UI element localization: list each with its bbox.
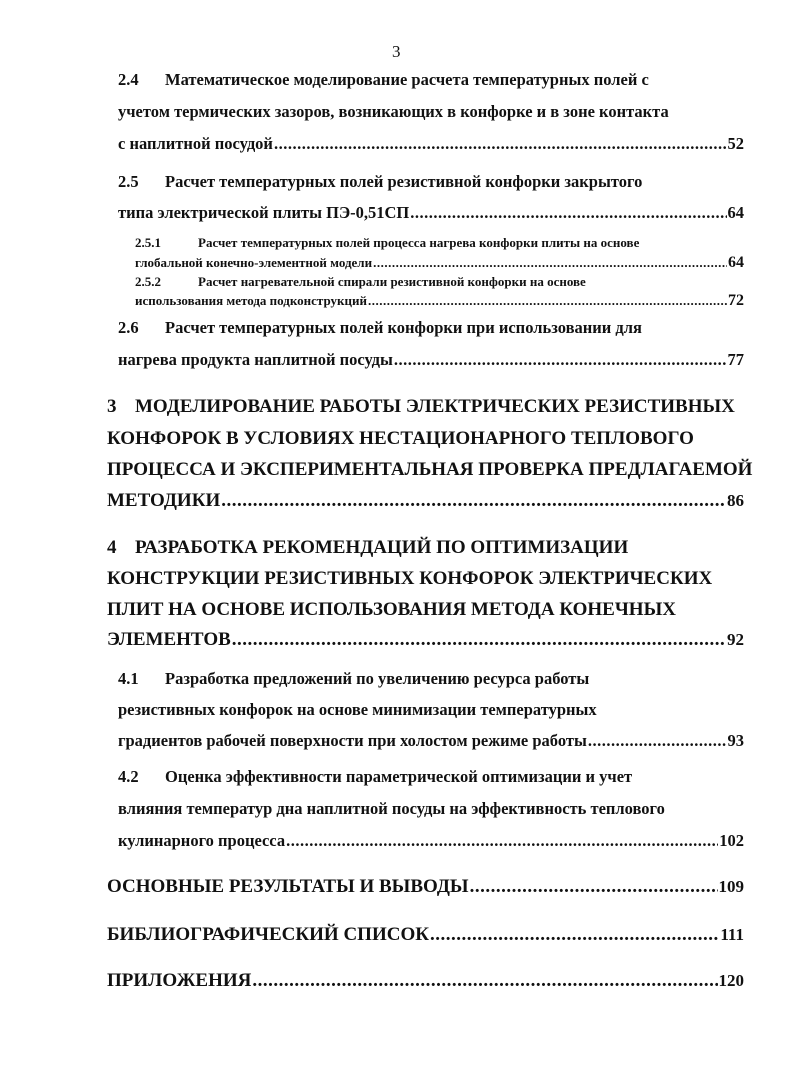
section-title: Расчет температурных полей процесса нагрева конфорки плиты на основе bbox=[198, 235, 640, 250]
section-title: ПЛИТ НА ОСНОВЕ ИСПОЛЬЗОВАНИЯ МЕТОДА КОНЕЧНЫХ bbox=[107, 599, 676, 620]
section-title: использования метода подконструкций bbox=[135, 293, 367, 308]
section-title: резистивных конфорок на основе минимизации температурных bbox=[118, 700, 597, 719]
toc-entry-bibliography[interactable] bbox=[107, 925, 744, 944]
page-ref: 86 bbox=[727, 491, 744, 510]
section-title: Разработка предложений по увеличению ресурса работы bbox=[165, 669, 590, 688]
page-ref: 102 bbox=[719, 831, 744, 850]
page-ref: 64 bbox=[728, 254, 744, 271]
section-title: нагрева продукта наплитной посуды bbox=[118, 350, 393, 369]
section-title: Расчет температурных полей конфорки при использовании для bbox=[165, 318, 642, 337]
toc-entry-4-2-line bbox=[118, 801, 744, 818]
section-title: Оценка эффективности параметрической оптимизации и учет bbox=[165, 767, 633, 786]
dot-leader bbox=[252, 971, 717, 990]
toc-entry-2-5-2-line bbox=[135, 275, 744, 288]
section-number: 2.5.2 bbox=[135, 274, 161, 289]
section-title: КОНСТРУКЦИИ РЕЗИСТИВНЫХ КОНФОРОК ЭЛЕКТРИЧЕСКИХ bbox=[107, 568, 713, 589]
section-number: 4.1 bbox=[118, 669, 139, 688]
section-title: Расчет нагревательной спирали резистивной конфорки на основе bbox=[198, 274, 586, 289]
toc-entry-2-5-line bbox=[118, 174, 744, 191]
toc-entry-2-4-last[interactable] bbox=[118, 136, 744, 153]
section-title: градиентов рабочей поверхности при холостом режиме работы bbox=[118, 731, 587, 750]
page-number: 3 bbox=[392, 42, 401, 61]
section-number: 4.2 bbox=[118, 767, 139, 786]
page-ref: 120 bbox=[718, 971, 744, 990]
dot-leader bbox=[588, 733, 727, 750]
dot-leader bbox=[470, 877, 718, 896]
toc-entry-appendices[interactable] bbox=[107, 971, 744, 990]
page-ref: 92 bbox=[727, 630, 744, 649]
toc-entry-4-1-line bbox=[118, 671, 744, 688]
dot-leader bbox=[410, 205, 726, 222]
section-title: ПРИЛОЖЕНИЯ bbox=[107, 970, 252, 991]
dot-leader bbox=[274, 136, 727, 153]
section-title: глобальной конечно-элементной модели bbox=[135, 255, 373, 270]
section-title: Математическое моделирование расчета температурных полей с bbox=[165, 70, 649, 89]
toc-entry-2-5-2-last[interactable] bbox=[135, 293, 744, 309]
toc-entry-3-line bbox=[107, 459, 753, 480]
toc-entry-2-5-1-line bbox=[135, 236, 744, 249]
page-ref: 52 bbox=[727, 134, 744, 153]
section-number: 2.5.1 bbox=[135, 235, 161, 250]
page-ref: 93 bbox=[727, 731, 744, 750]
section-title: ПРОЦЕССА И ЭКСПЕРИМЕНТАЛЬНАЯ ПРОВЕРКА ПРЕДЛАГАЕМОЙ bbox=[107, 459, 753, 480]
section-title: КОНФОРОК В УСЛОВИЯХ НЕСТАЦИОНАРНОГО ТЕПЛОВОГО bbox=[107, 428, 694, 449]
section-title: Расчет температурных полей резистивной конфорки закрытого bbox=[165, 172, 643, 191]
page-ref: 64 bbox=[727, 203, 744, 222]
dot-leader bbox=[286, 833, 718, 850]
toc-entry-4-1-line bbox=[118, 702, 744, 719]
toc-entry-2-6-last[interactable] bbox=[118, 352, 744, 369]
section-title: МОДЕЛИРОВАНИЕ РАБОТЫ ЭЛЕКТРИЧЕСКИХ РЕЗИСТИВНЫХ bbox=[135, 396, 735, 417]
toc-entry-4-1-last[interactable] bbox=[118, 733, 744, 750]
section-title: с наплитной посудой bbox=[118, 134, 273, 153]
toc-entry-2-5-last[interactable] bbox=[118, 205, 744, 222]
toc-entry-4-line bbox=[107, 538, 744, 557]
toc-entry-2-4-line bbox=[118, 72, 744, 89]
page-ref: 111 bbox=[720, 925, 744, 944]
section-number: 2.5 bbox=[118, 172, 139, 191]
section-number: 2.6 bbox=[118, 318, 139, 337]
page-ref: 77 bbox=[727, 350, 744, 369]
toc-entry-results[interactable] bbox=[107, 877, 744, 896]
dot-leader bbox=[232, 630, 726, 649]
dot-leader bbox=[394, 352, 727, 369]
toc-entry-3-line bbox=[107, 397, 744, 416]
section-title: ОСНОВНЫЕ РЕЗУЛЬТАТЫ И ВЫВОДЫ bbox=[107, 876, 469, 897]
section-title: кулинарного процесса bbox=[118, 831, 286, 850]
page-ref: 72 bbox=[728, 292, 744, 309]
dot-leader bbox=[368, 294, 727, 307]
toc-entry-2-6-line bbox=[118, 320, 744, 337]
section-title: влияния температур дна наплитной посуды на эффективность теплового bbox=[118, 799, 665, 818]
toc-entry-3-last[interactable] bbox=[107, 491, 744, 510]
section-number: 3 bbox=[107, 396, 117, 417]
toc-entry-4-last[interactable] bbox=[107, 630, 744, 649]
dot-leader bbox=[373, 256, 727, 269]
dot-leader bbox=[430, 925, 719, 944]
section-title: БИБЛИОГРАФИЧЕСКИЙ СПИСОК bbox=[107, 924, 430, 945]
toc-entry-2-5-1-last[interactable] bbox=[135, 255, 744, 271]
page-ref: 109 bbox=[718, 877, 744, 896]
section-title: учетом термических зазоров, возникающих в конфорке и в зоне контакта bbox=[118, 102, 669, 121]
toc-entry-3-line bbox=[107, 429, 744, 448]
section-number: 4 bbox=[107, 537, 117, 558]
section-title: типа электрической плиты ПЭ-0,51СП bbox=[118, 203, 410, 222]
section-title: МЕТОДИКИ bbox=[107, 490, 221, 511]
section-title: ЭЛЕМЕНТОВ bbox=[107, 629, 231, 650]
dot-leader bbox=[221, 491, 726, 510]
toc-entry-4-line bbox=[107, 600, 744, 619]
toc-entry-4-2-line bbox=[118, 769, 744, 786]
section-number: 2.4 bbox=[118, 70, 139, 89]
toc-entry-4-2-last[interactable] bbox=[118, 833, 744, 850]
toc-entry-2-4-line bbox=[118, 104, 744, 121]
section-title: РАЗРАБОТКА РЕКОМЕНДАЦИЙ ПО ОПТИМИЗАЦИИ bbox=[135, 537, 629, 558]
toc-entry-4-line bbox=[107, 569, 744, 588]
